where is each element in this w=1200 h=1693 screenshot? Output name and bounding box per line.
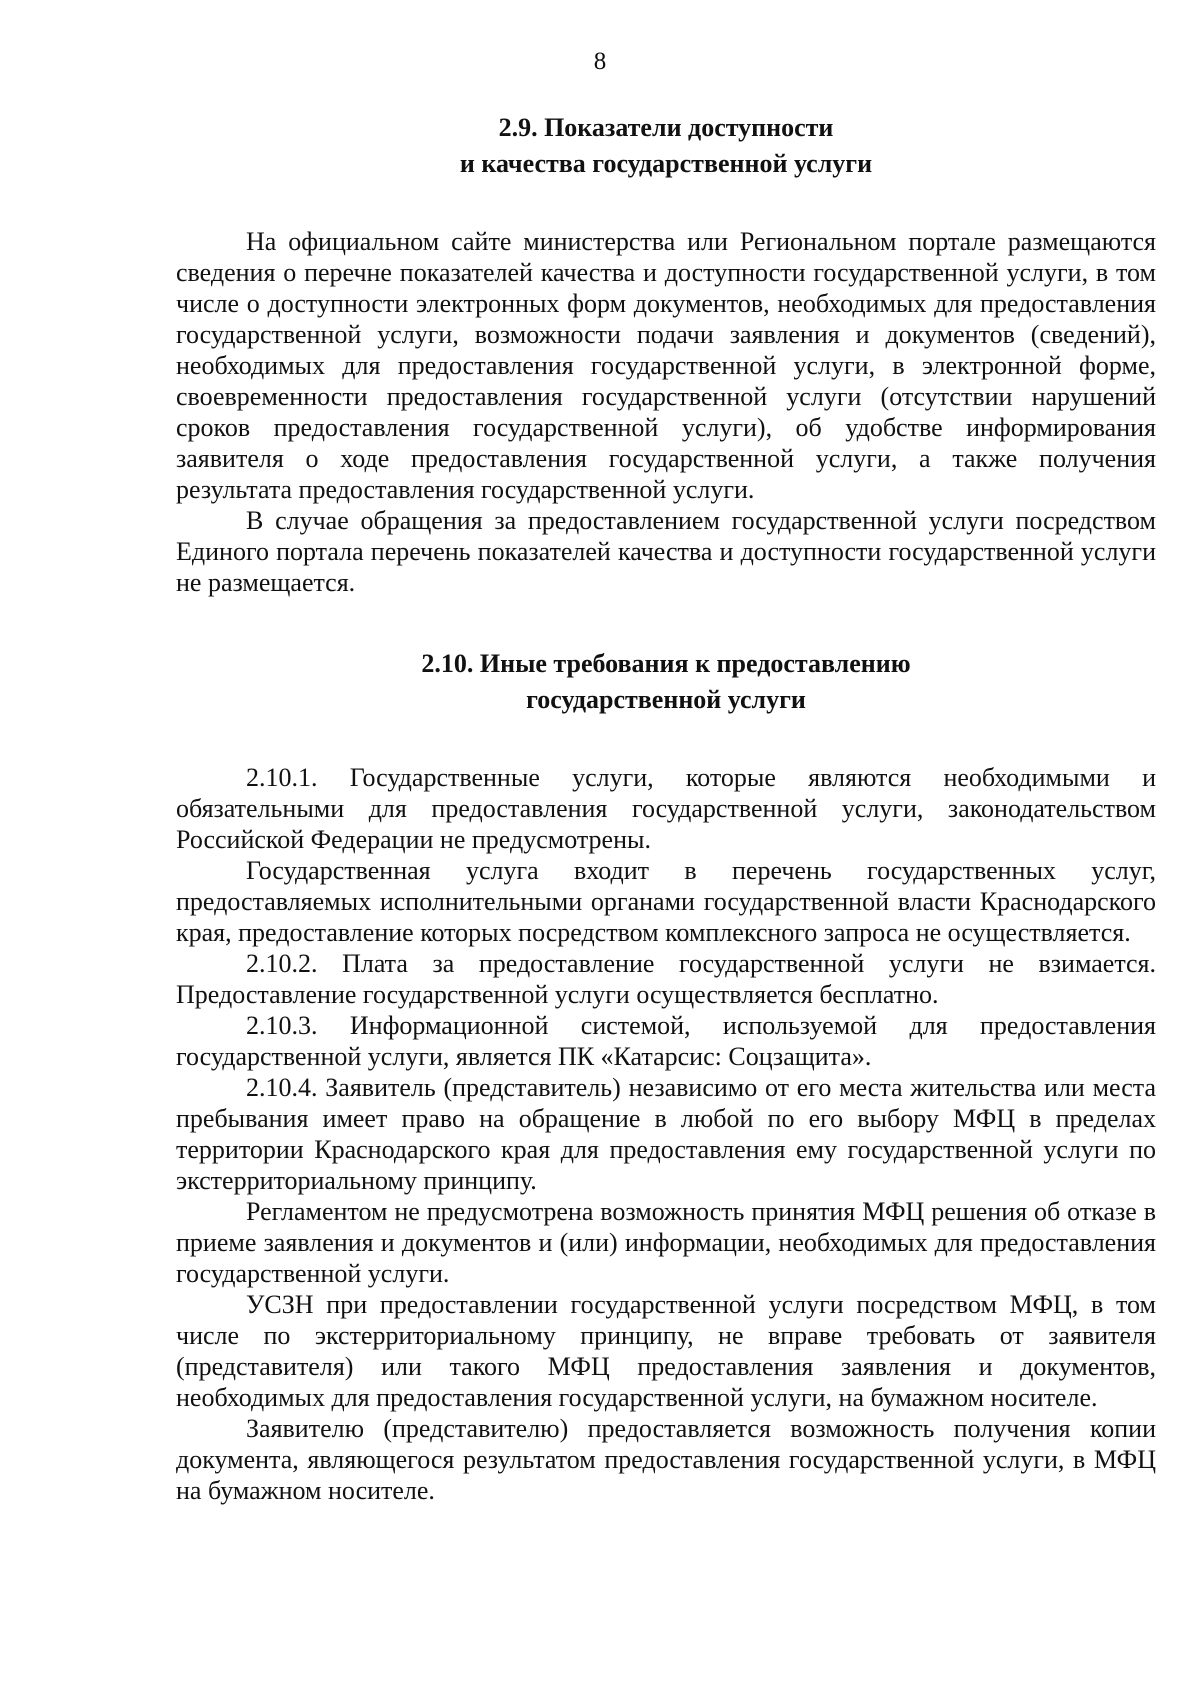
section-2-10-paragraph: 2.10.3. Информационной системой, используемой для предоставления государственной услуги, является ПК «Катарсис: Соцзащита». — [176, 1011, 1156, 1071]
section-2-10-paragraph: 2.10.1. Государственные услуги, которые являются необходимыми и обязательными для предоставления государственной услуги, законодательством Российской Федерации не предусмотрены. — [176, 763, 1156, 854]
section-2-9-title-line2: и качества государственной услуги — [459, 149, 873, 178]
page-content — [176, 110, 1156, 1506]
section-2-9-paragraph: На официальном сайте министерства или Региональном портале размещаются сведения о перечне показателей качества и доступности государственной услуги, в том числе о доступности электронных форм документов, необходимых для предоставления государственной услуги, возможности подачи заявления и документов (сведений), необходимых для предоставления государственной услуги, в электронной форме, своевременности предоставления государственной услуги (отсутствии нарушений сроков предоставления государственной услуги), об удобстве информирования заявителя о ходе предоставления государственной услуги, а также получения результата предоставления государственной услуги. — [176, 227, 1156, 504]
section-2-10-paragraph: Заявителю (представителю) предоставляется возможность получения копии документа, являющегося результатом предоставления государственной услуги, в МФЦ на бумажном носителе. — [176, 1414, 1156, 1505]
section-2-10-title-line1: 2.10. Иные требования к предоставлению — [421, 649, 911, 678]
section-2-9-title-line1: 2.9. Показатели доступности — [498, 113, 834, 142]
section-2-9-heading — [176, 110, 1156, 182]
section-2-10-paragraph: 2.10.2. Плата за предоставление государственной услуги не взимается. Предоставление государственной услуги осуществляется бесплатно. — [176, 949, 1156, 1009]
section-2-10-paragraph: Государственная услуга входит в перечень государственных услуг, предоставляемых исполнительными органами государственной власти Краснодарского края, предоставление которых посредством комплексного запроса не осуществляется. — [176, 856, 1156, 947]
section-2-10-paragraph: 2.10.4. Заявитель (представитель) независимо от его места жительства или места пребывания имеет право на обращение в любой по его выбору МФЦ в пределах территории Краснодарского края для предоставления ему государственной услуги по экстерриториальному принципу. — [176, 1073, 1156, 1195]
section-2-10-paragraph: Регламентом не предусмотрена возможность принятия МФЦ решения об отказе в приеме заявления и документов и (или) информации, необходимых для предоставления государственной услуги. — [176, 1197, 1156, 1288]
section-2-10-paragraph: УСЗН при предоставлении государственной услуги посредством МФЦ, в том числе по экстерриториальному принципу, не вправе требовать от заявителя (представителя) или такого МФЦ предоставления заявления и документов, необходимых для предоставления государственной услуги, на бумажном носителе. — [176, 1290, 1156, 1412]
section-2-10-heading — [176, 646, 1156, 718]
section-2-10-title-line2: государственной услуги — [526, 685, 806, 714]
section-2-9-paragraph: В случае обращения за предоставлением государственной услуги посредством Единого портала перечень показателей качества и доступности государственной услуги не размещается. — [176, 506, 1156, 597]
page-number: 8 — [593, 48, 607, 75]
